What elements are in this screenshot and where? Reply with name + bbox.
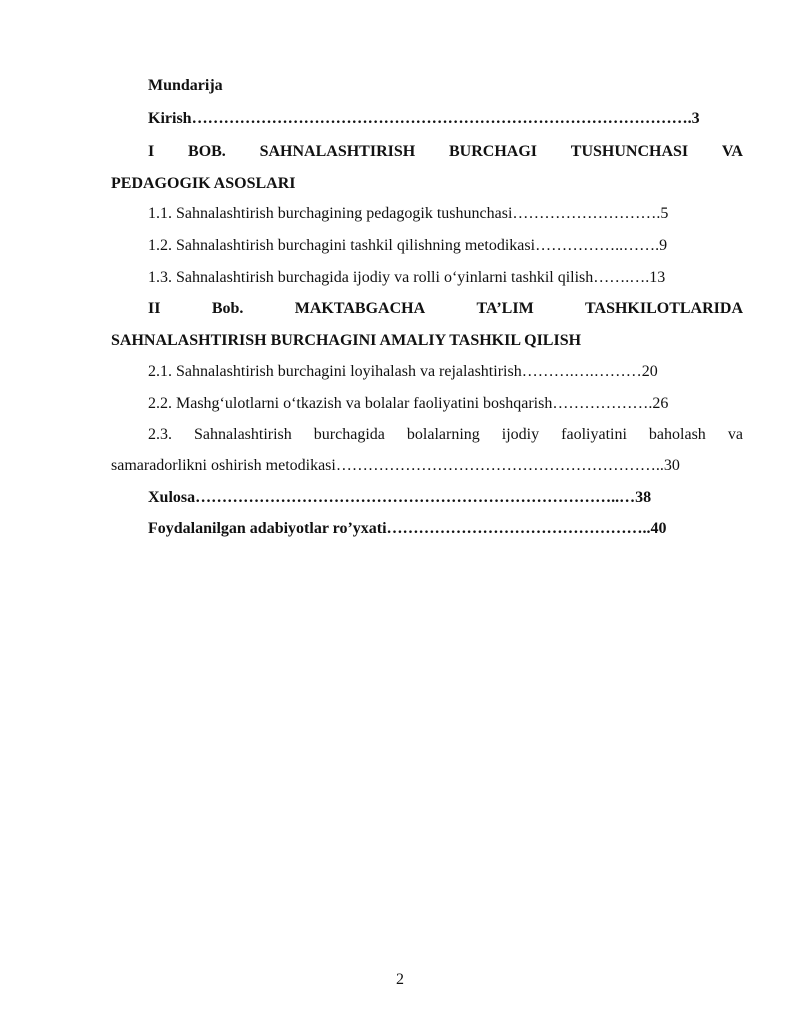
word: TA’LIM	[476, 300, 534, 317]
word: BURCHAGI	[448, 143, 537, 160]
word: MAKTABGACHA	[294, 300, 426, 317]
word: Bob.	[211, 300, 244, 317]
word: baholash	[648, 426, 706, 443]
word: TUSHUNCHASI	[570, 143, 689, 160]
word: I	[148, 143, 155, 160]
toc-chapter1-title	[148, 142, 743, 162]
toc-entry-1-3: 1.3. Sahnalashtirish burchagida ijodiy va rolli o‘yinlarni tashkil qilish…….….13	[148, 269, 666, 286]
word: TASHKILOTLARIDA	[585, 300, 743, 317]
toc-heading: Mundarija	[148, 77, 223, 94]
word: Sahnalashtirish	[194, 426, 292, 443]
word: faoliyatini	[561, 426, 627, 443]
page-number: 2	[396, 971, 404, 988]
toc-entry-2-3-cont: samaradorlikni oshirish metodikasi……………………………………………………..30	[111, 457, 680, 474]
toc-chapter2-title	[148, 299, 743, 319]
toc-chapter2-title-cont: SAHNALASHTIRISH BURCHAGINI AMALIY TASHKIL QILISH	[111, 332, 582, 349]
toc-entry-2-1: 2.1. Sahnalashtirish burchagini loyihalash va rejalashtirish……….….………20	[148, 363, 658, 380]
word: II	[148, 300, 161, 317]
word: VA	[721, 143, 743, 160]
word: ijodiy	[501, 426, 540, 443]
toc-entry-kirish: Kirish………………………………………………………………………………….3	[148, 110, 700, 127]
toc-entry-adabiyotlar: Foydalanilgan adabiyotlar ro’yxati…………………………………………..40	[148, 520, 667, 537]
toc-entry-xulosa: Xulosa……………………………………………………………………..…38	[148, 489, 652, 506]
word: BOB.	[188, 143, 226, 160]
word: va	[727, 426, 743, 443]
word: burchagida	[313, 426, 385, 443]
toc-chapter1-title-cont: PEDAGOGIK ASOSLARI	[111, 175, 296, 192]
word: bolalarning	[406, 426, 480, 443]
word: SAHNALASHTIRISH	[259, 143, 416, 160]
toc-entry-1-2: 1.2. Sahnalashtirish burchagini tashkil qilishning metodikasi……………..…….9	[148, 237, 668, 254]
toc-entry-2-3	[148, 425, 743, 445]
toc-entry-2-2: 2.2. Mashg‘ulotlarni o‘tkazish va bolalar faoliyatini boshqarish……………….26	[148, 395, 669, 412]
toc-entry-1-1: 1.1. Sahnalashtirish burchagining pedagogik tushunchasi……………………….5	[148, 205, 669, 222]
word: 2.3.	[148, 426, 172, 443]
